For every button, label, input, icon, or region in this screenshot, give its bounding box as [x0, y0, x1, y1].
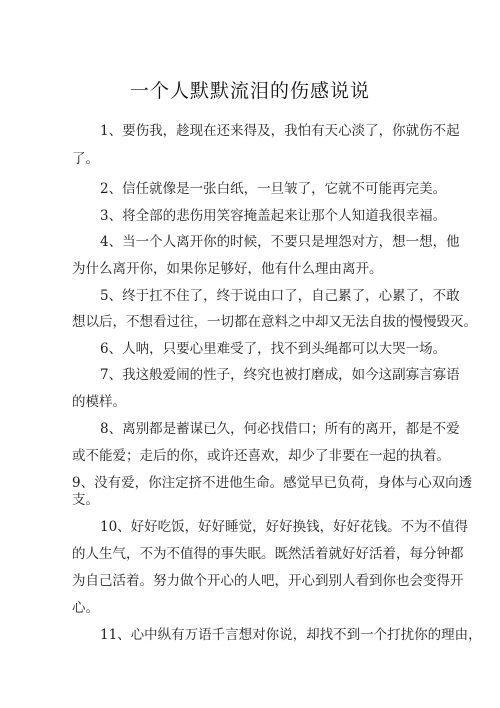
paragraph-4-line-1: 4、当一个人离开你的时候，不要只是埋怨对方，想一想，他: [100, 234, 460, 250]
paragraph-11-line-1: 11、心中纵有万语千言想对你说，却找不到一个打扰你的理由，: [100, 627, 482, 643]
paragraph-3-line-1: 3、将全部的悲伤用笑容掩盖起来让那个人知道我很幸福。: [100, 208, 447, 224]
paragraph-10-line-1: 10、好好吃饭，好好睡觉，好好换钱，好好花钱。不为不值得: [100, 519, 469, 535]
paragraph-10-line-3: 为自己活着。努力做个开心的人吧，开心到别人看到你也会变得开: [72, 573, 464, 589]
paragraph-10-line-2: 的人生气，不为不值得的事失眠。既然活着就好好活着，每分钟都: [72, 546, 464, 562]
document-title: 一个人默默流泪的伤感说说: [129, 80, 370, 102]
paragraph-7-line-1: 7、我这般爱闹的性子，终究也被打磨成，如今这副寡言寡语: [100, 367, 460, 383]
paragraph-6-line-1: 6、人呐，只要心里难受了，找不到头绳都可以大哭一场。: [100, 341, 447, 357]
paragraph-4-line-2: 为什么离开你，如果你足够好，他有什么理由离开。: [72, 261, 383, 277]
paragraph-8-line-2: 或不能爱；走后的你，或许还喜欢，却少了非要在一起的执着。: [72, 448, 450, 464]
paragraph-1-line-1: 1、要伤我，趁现在还来得及，我怕有天心淡了，你就伤不起: [100, 123, 460, 139]
paragraph-5-line-1: 5、终于扛不住了，终于说由口了，自己累了，心累了，不敢: [100, 288, 460, 304]
paragraph-9-line-1: 9、没有爱，你注定挤不进他生命。感觉早已负荷，身体与心双向透: [72, 475, 473, 491]
paragraph-1-line-2: 了。: [72, 151, 99, 167]
paragraph-7-line-2: 的模样。: [72, 394, 126, 410]
paragraph-5-line-2: 想以后，不想看过往，一切都在意料之中却又无法自拔的慢慢毁灭。: [72, 314, 477, 330]
paragraph-2-line-1: 2、信任就像是一张白纸，一旦皱了，它就不可能再完美。: [100, 181, 447, 197]
paragraph-8-line-1: 8、离别都是蓄谋已久，何必找借口；所有的离开，都是不爱: [100, 421, 460, 437]
paragraph-9-line-2: 支。: [72, 492, 99, 508]
paragraph-10-line-4: 心。: [72, 600, 99, 616]
